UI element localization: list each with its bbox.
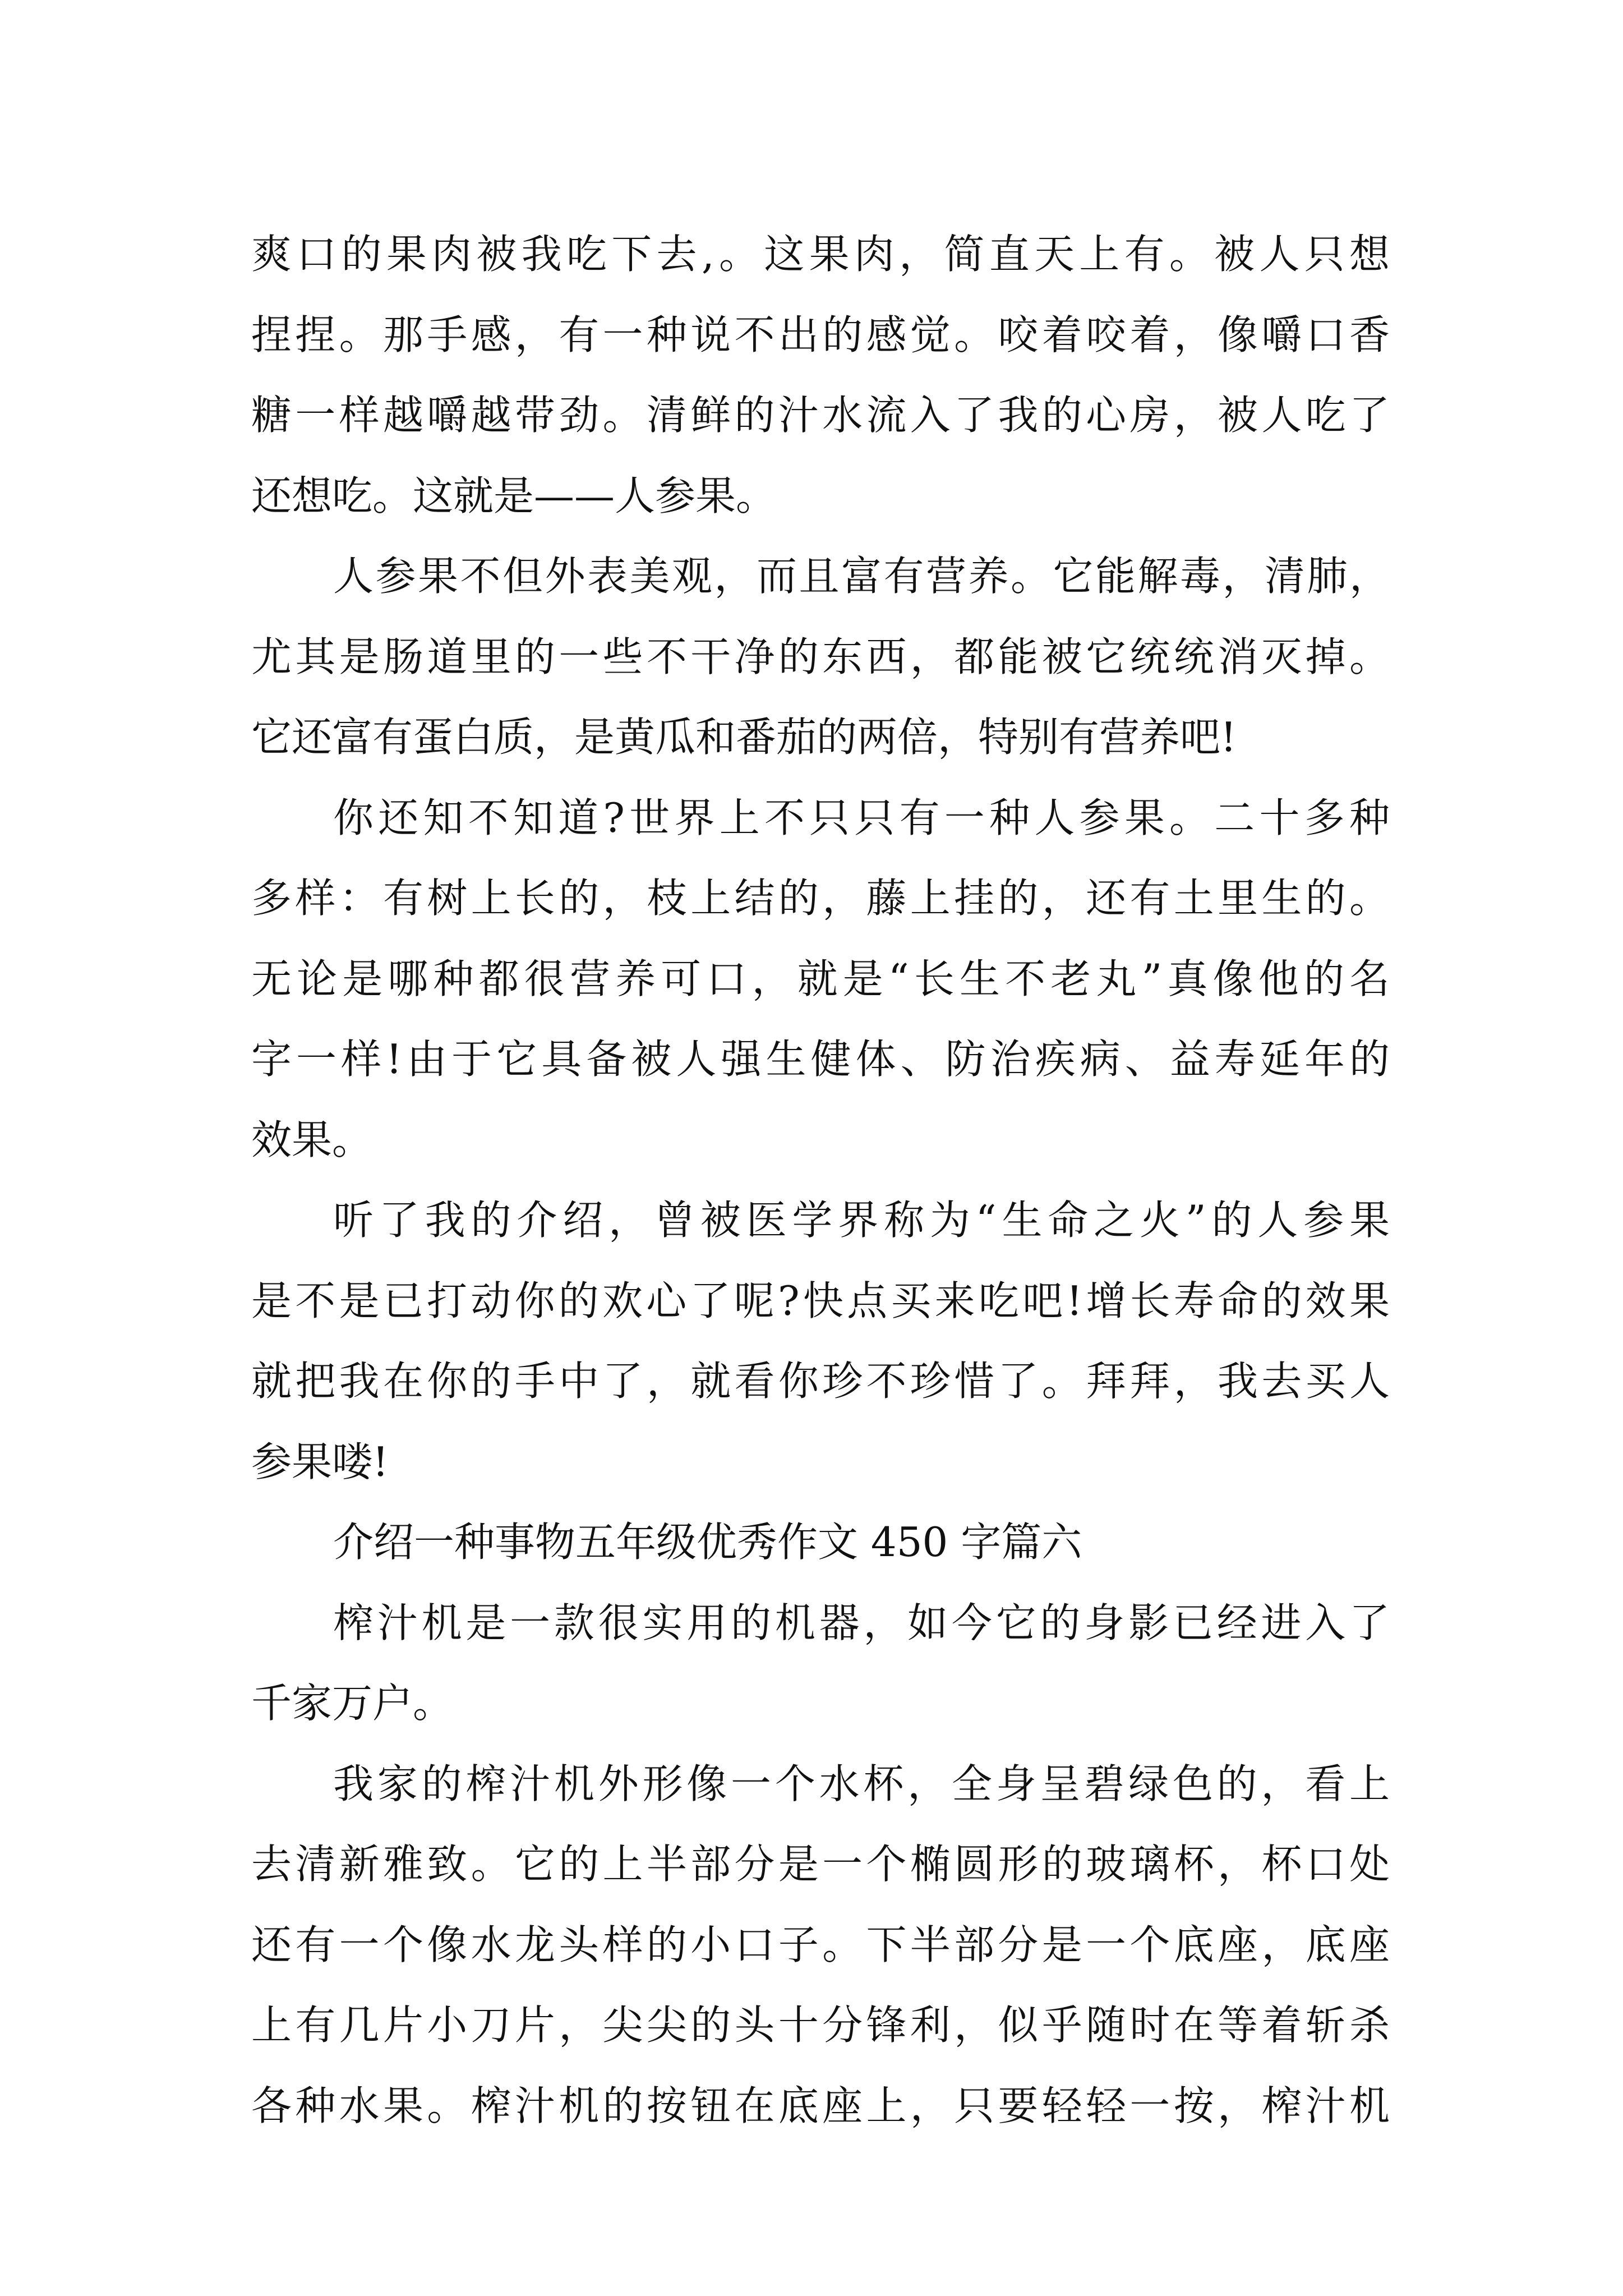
text-line: 榨汁机是一款很实用的机器，如今它的身影已经进入了: [333, 1599, 1390, 1646]
text-line: 无论是哪种都很营养可口，就是“长生不老丸”真像他的名: [251, 955, 1390, 1002]
text-line: 是不是已打动你的欢心了呢?快点买来吃吧!增长寿命的效果: [251, 1277, 1390, 1324]
text-line: 尤其是肠道里的一些不干净的东西，都能被它统统消灭掉。: [251, 633, 1390, 680]
text-line: 人参果不但外表美观，而且富有营养。它能解毒，清肺，: [333, 553, 1390, 600]
text-line: 就把我在你的手中了，就看你珍不珍惜了。拜拜，我去买人: [251, 1358, 1390, 1405]
text-line: 字一样!由于它具备被人强生健体、防治疾病、益寿延年的: [251, 1036, 1390, 1083]
text-line: 捏捏。那手感，有一种说不出的感觉。咬着咬着，像嚼口香: [251, 311, 1390, 358]
text-line: 去清新雅致。它的上半部分是一个椭圆形的玻璃杯，杯口处: [251, 1841, 1390, 1888]
text-line: 介绍一种事物五年级优秀作文 450 字篇六: [333, 1519, 1082, 1566]
text-line: 效果。: [251, 1116, 373, 1163]
text-line: 千家万户。: [251, 1680, 454, 1727]
text-line: 糖一样越嚼越带劲。清鲜的汁水流入了我的心房，被人吃了: [251, 392, 1390, 439]
text-line: 我家的榨汁机外形像一个水杯，全身呈碧绿色的，看上: [333, 1760, 1390, 1807]
text-line: 你还知不知道?世界上不只只有一种人参果。二十多种: [333, 794, 1390, 841]
text-line: 各种水果。榨汁机的按钮在底座上，只要轻轻一按，榨汁机: [251, 2082, 1390, 2129]
text-line: 还想吃。这就是——人参果。: [251, 472, 777, 519]
text-line: 听了我的介绍，曾被医学界称为“生命之火”的人参果: [333, 1197, 1390, 1244]
text-line: 爽口的果肉被我吃下去,。这果肉，简直天上有。被人只想: [251, 231, 1390, 278]
text-line: 还有一个像水龙头样的小口子。下半部分是一个底座，底座: [251, 1921, 1390, 1968]
text-line: 多样：有树上长的，枝上结的，藤上挂的，还有土里生的。: [251, 875, 1390, 922]
text-line: 它还富有蛋白质，是黄瓜和番茄的两倍，特别有营养吧!: [251, 714, 1237, 761]
essay-body: [251, 214, 1390, 2146]
text-line: 上有几片小刀片，尖尖的头十分锋利，似乎随时在等着斩杀: [251, 2001, 1390, 2049]
text-line: 参果喽!: [251, 1438, 389, 1485]
